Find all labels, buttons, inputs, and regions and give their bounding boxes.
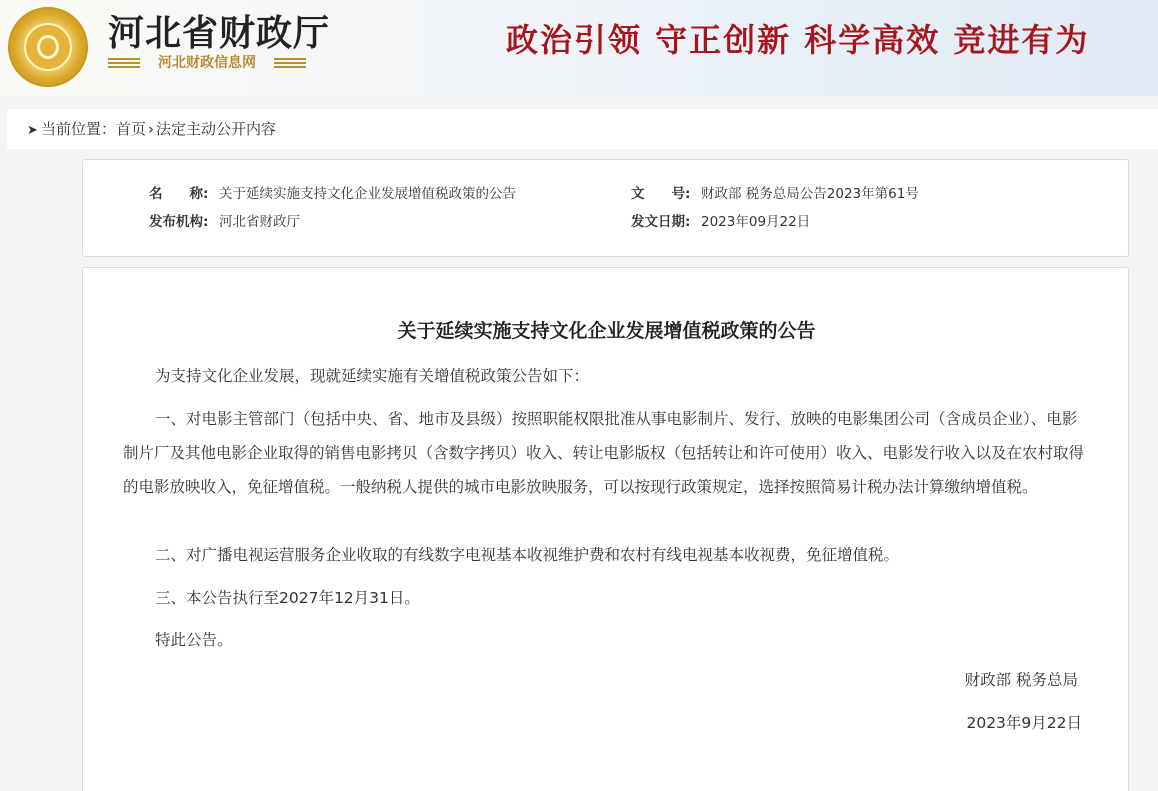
article-paragraph: 一、对电影主管部门（包括中央、省、地市及县级）按照职能权限批准从事电影制片、发行、放映的电影集团公司（含成员企业）、电影制片厂及其他电影企业取得的销售电影拷贝（含数字拷贝）收入、转让电影版权（包括转让和许可使用）收入、电影发行收入以及在农村取得的电影放映收入，免征增值税。一般纳税人提供的城市电影放映服务，可以按现行政策规定，选择按照简易计税办法计算缴纳增值税。: [123, 410, 1085, 496]
document-info-panel: [82, 159, 1129, 257]
info-name-label: 名 称:: [149, 186, 209, 202]
info-date-label: 发文日期:: [631, 214, 691, 230]
decor-lines-right: [274, 58, 306, 68]
info-publisher-row: [149, 213, 300, 231]
breadcrumb-bar: [7, 109, 1158, 149]
info-publisher-label: 发布机构:: [149, 214, 209, 230]
site-header: [0, 0, 1158, 96]
site-subtitle-block: [108, 54, 306, 72]
breadcrumb-current[interactable]: 法定主动公开内容: [156, 120, 277, 138]
site-title[interactable]: 河北省财政厅: [108, 12, 331, 54]
info-name-value: 关于延续实施支持文化企业发展增值税政策的公告: [219, 186, 516, 202]
article-paragraph: 特此公告。: [155, 631, 233, 649]
breadcrumb-separator-icon: ›: [148, 120, 155, 138]
article-signer: 财政部 税务总局: [964, 671, 1078, 689]
article-sign-date: 2023年9月22日: [966, 714, 1082, 732]
info-docno-label: 文 号:: [631, 186, 691, 202]
finance-emblem-logo[interactable]: [8, 7, 88, 87]
article-paragraph: 二、对广播电视运营服务企业收取的有线数字电视基本收视维护费和农村有线电视基本收视费，免征增值税。: [155, 546, 900, 564]
breadcrumb: [27, 119, 276, 141]
info-publisher-value: 河北省财政厅: [219, 214, 300, 230]
info-docno-row: [631, 185, 919, 203]
article-paragraph: 三、本公告执行至2027年12月31日。: [155, 589, 420, 607]
info-date-row: [631, 213, 810, 231]
coin-icon: [37, 35, 59, 59]
article-title: 关于延续实施支持文化企业发展增值税政策的公告: [397, 320, 816, 342]
location-arrow-icon: ➤: [27, 123, 38, 138]
info-docno-value: 财政部 税务总局公告2023年第61号: [701, 186, 919, 202]
site-subtitle: 河北财政信息网: [158, 55, 256, 71]
article-panel: [82, 267, 1129, 791]
info-date-value: 2023年09月22日: [701, 214, 811, 230]
breadcrumb-prefix: 当前位置：: [41, 120, 117, 138]
decor-lines-left: [108, 58, 140, 68]
article-paragraph: 为支持文化企业发展，现就延续实施有关增值税政策公告如下：: [155, 367, 590, 385]
breadcrumb-home-link[interactable]: 首页: [116, 120, 147, 138]
emblem-center: [24, 23, 72, 71]
slogan: 政治引领 守正创新 科学高效 竞进有为: [506, 21, 1090, 59]
info-name-row: [149, 185, 516, 203]
